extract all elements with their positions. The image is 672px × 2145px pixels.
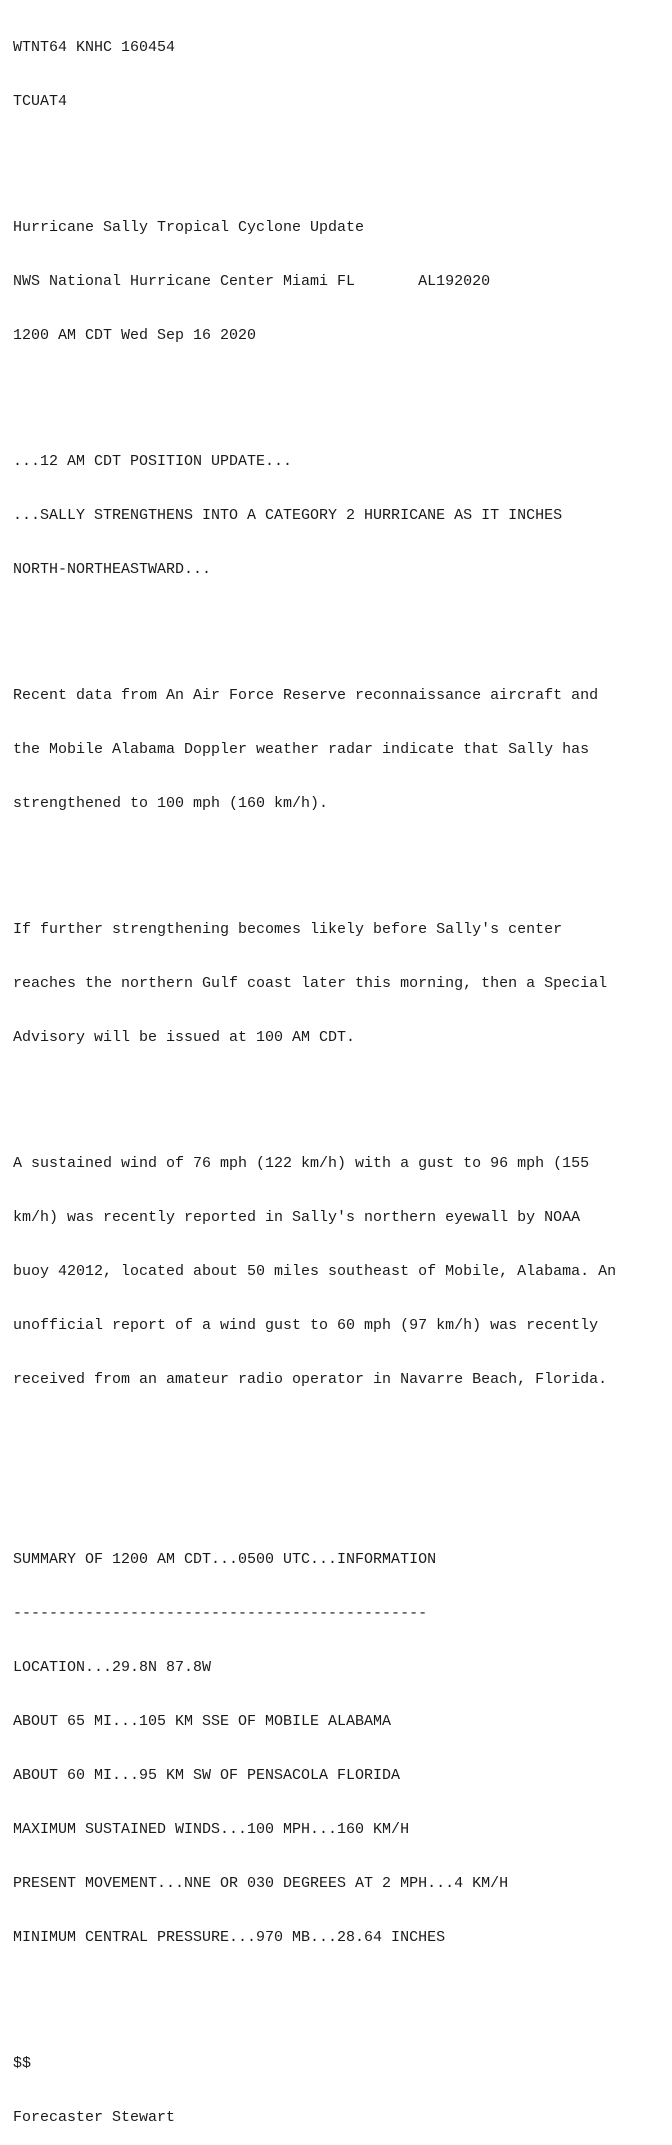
issue-time: 1200 AM CDT Wed Sep 16 2020 [13, 327, 257, 344]
summary-distance-mobile: ABOUT 65 MI...105 KM SSE OF MOBILE ALABAMA [13, 1713, 392, 1730]
paragraph-line: Advisory will be issued at 100 AM CDT. [13, 1029, 356, 1046]
issuing-office: NWS National Hurricane Center Miami FL AL192020 [13, 273, 491, 290]
spacer [13, 1425, 668, 1443]
product-terminator: $$ [13, 2055, 32, 2072]
spacer [13, 849, 668, 867]
summary-distance-pensacola: ABOUT 60 MI...95 KM SW OF PENSACOLA FLORIDA [13, 1767, 401, 1784]
spacer [13, 1983, 668, 2001]
summary-heading: SUMMARY OF 1200 AM CDT...0500 UTC...INFORMATION [13, 1551, 437, 1568]
awips-id: TCUAT4 [13, 93, 68, 110]
spacer [13, 1083, 668, 1101]
summary-pressure: MINIMUM CENTRAL PRESSURE...970 MB...28.64 INCHES [13, 1929, 446, 1946]
paragraph-line: A sustained wind of 76 mph (122 km/h) with a gust to 96 mph (155 [13, 1155, 590, 1172]
summary-max-winds: MAXIMUM SUSTAINED WINDS...100 MPH...160 KM/H [13, 1821, 410, 1838]
spacer [13, 1479, 668, 1497]
paragraph-line: reaches the northern Gulf coast later this morning, then a Special [13, 975, 608, 992]
paragraph-line: buoy 42012, located about 50 miles southeast of Mobile, Alabama. An [13, 1263, 617, 1280]
advisory-document [13, 3, 668, 2145]
wmo-header: WTNT64 KNHC 160454 [13, 39, 176, 56]
paragraph-line: strengthened to 100 mph (160 km/h). [13, 795, 329, 812]
headline-line: ...SALLY STRENGTHENS INTO A CATEGORY 2 HURRICANE AS IT INCHES [13, 507, 563, 524]
product-title: Hurricane Sally Tropical Cyclone Update [13, 219, 365, 236]
paragraph-line: If further strengthening becomes likely before Sally's center [13, 921, 563, 938]
spacer [13, 381, 668, 399]
summary-rule: ---------------------------------------------- [13, 1605, 428, 1622]
paragraph-line: the Mobile Alabama Doppler weather radar indicate that Sally has [13, 741, 590, 758]
summary-location: LOCATION...29.8N 87.8W [13, 1659, 212, 1676]
paragraph-line: km/h) was recently reported in Sally's northern eyewall by NOAA [13, 1209, 581, 1226]
summary-movement: PRESENT MOVEMENT...NNE OR 030 DEGREES AT 2 MPH...4 KM/H [13, 1875, 509, 1892]
headline-line: NORTH-NORTHEASTWARD... [13, 561, 212, 578]
headline-line: ...12 AM CDT POSITION UPDATE... [13, 453, 293, 470]
paragraph-line: unofficial report of a wind gust to 60 mph (97 km/h) was recently [13, 1317, 599, 1334]
paragraph-line: received from an amateur radio operator in Navarre Beach, Florida. [13, 1371, 608, 1388]
spacer [13, 615, 668, 633]
forecaster-signature: Forecaster Stewart [13, 2109, 176, 2126]
paragraph-line: Recent data from An Air Force Reserve reconnaissance aircraft and [13, 687, 599, 704]
spacer [13, 147, 668, 165]
